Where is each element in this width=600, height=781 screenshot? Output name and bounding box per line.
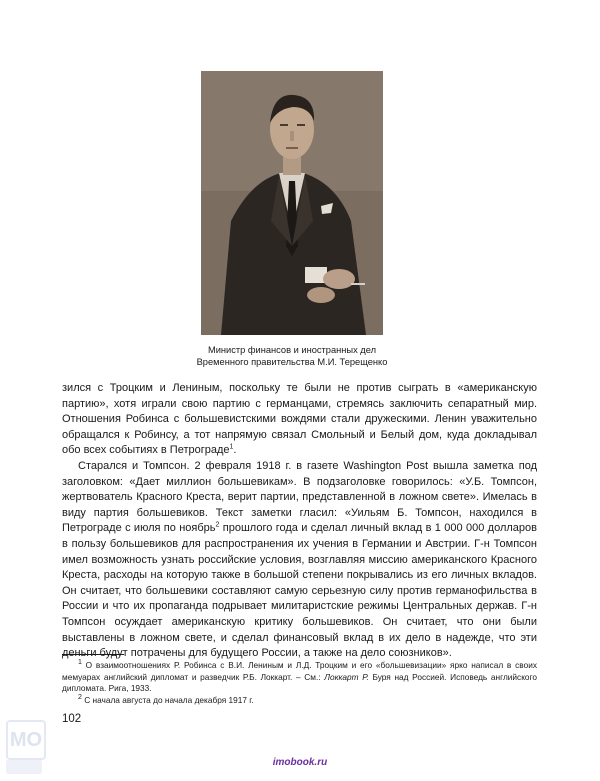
site-link[interactable]: imobook.ru — [272, 757, 328, 768]
footnote-1 — [62, 660, 537, 695]
footnote-2 — [62, 695, 537, 707]
footnote-1-number: 1 — [78, 659, 82, 667]
paragraph-1-text: зился с Троцким и Лениным, поскольку те были не против сыграть в «американскую партию», хотя играли свою партию с германцами, стремясь заключить сепаратный мир. Отношения Робинса с большевистскими вождями стали дружескими. Ленин уважительно обращался к Робинсу, а тот напрямую связал Смольный и Белый дом, куда докладывал обо всех событиях в Петрограде — [62, 382, 537, 457]
paragraph-1-end: . — [233, 444, 237, 457]
paragraph-2-text-a: Старался и Томпсон. 2 февраля 1918 г. в газете Washington Post вышла заметка под заголовком: «Дает миллион большевикам». В подзаголовке говорилось: «У.Б. Томпсон, жертвователь Красного Креста, верит партии, представленной в ложном свете». Имелась в виду партия большевиков. Текст заметки гласил: «Уильям Б. Томпсон, находился в Петрограде с июля по ноябрь — [62, 459, 537, 535]
page-number: 102 — [62, 713, 82, 725]
footnotes — [62, 660, 537, 706]
footnote-2-text: С начала августа до начала декабря 1917 г. — [81, 694, 254, 705]
footnote-ref-1[interactable]: 1 — [229, 443, 234, 451]
footnote-1-italic: Локкарт Р. — [324, 671, 369, 682]
main-text — [62, 381, 537, 662]
paragraph-2 — [62, 459, 537, 662]
paragraph-2-text-b: прошлого года и сделал личный вклад в 1 000 000 долларов в пользу большевиков для распространения их учения в Германии и Австрии. Г-н Томпсон имел возможность узнать российские условия, возглавляя миссию американского Красного Креста, расходы на которую также в большой степени покрывались из его личных вкладов. Он считает, что большевики составляют самую серьезную силу против германофильства в России и что их пропаганда подрывает милитаристские режимы Центральных держав. Г-н Томпсон осуждает американскую критику большевиков. Он считает, что они были выставлены в ложном свете, и сделал финансовый вклад в их дело в надежде, что эти деньги будут потрачены для будущего России, а также на дело союзников». — [62, 522, 537, 660]
footnote-1-text-a: О взаимоотношениях Р. Робинса с В.И. Лениным и Л.Д. Троцким и его «большевизации» ярко написал в своих мемуарах английский дипломат и разведчик Р.Б. Локкарт. – См.: — [62, 660, 537, 682]
footnote-ref-2[interactable]: 2 — [215, 521, 220, 529]
footnote-2-number: 2 — [78, 694, 82, 702]
photo-caption — [150, 344, 434, 368]
portrait-photo — [201, 71, 383, 335]
portrait-illustration — [201, 71, 383, 335]
watermark-logo: МО — [6, 720, 46, 760]
footnote-divider — [62, 654, 124, 655]
paragraph-1 — [62, 381, 537, 459]
footnote-1-text-b: Буря над Россией. Исповедь английского дипломата. Рига, 1933. — [62, 671, 537, 694]
caption-line-1: Министр финансов и иностранных дел — [207, 345, 377, 355]
caption-line-2: Временного правительства М.И. Терещенко — [196, 357, 388, 367]
